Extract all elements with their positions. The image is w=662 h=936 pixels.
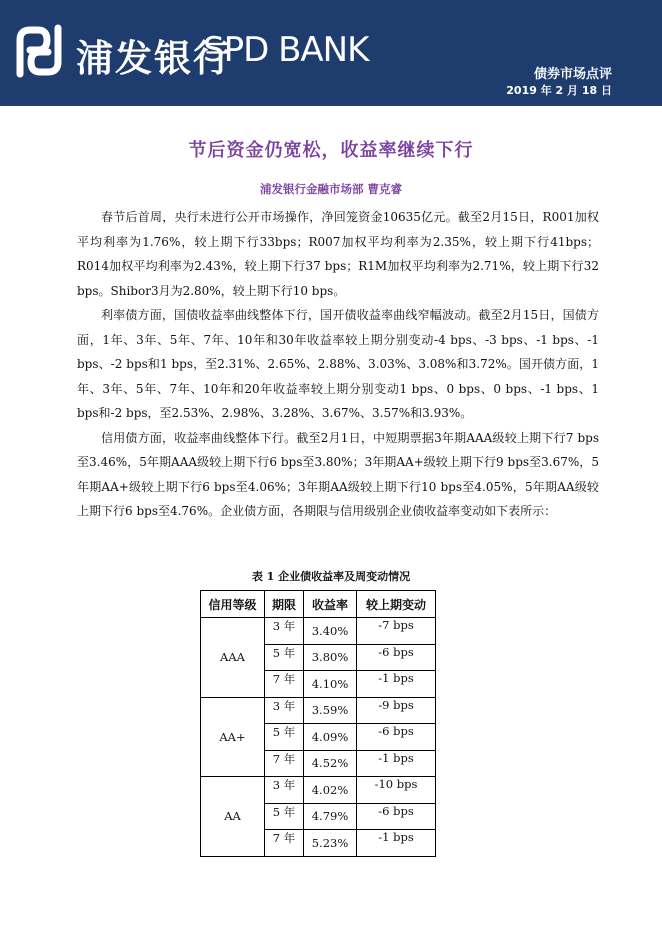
- page-header: [0, 0, 662, 106]
- grade-cell: AAA: [201, 618, 265, 698]
- header-yield: 收益率: [304, 591, 357, 618]
- table-header-row: [201, 591, 436, 618]
- yield-cell: 4.79%: [304, 803, 357, 830]
- term-cell: 5 年: [265, 803, 304, 830]
- header-change: 较上期变动: [357, 591, 436, 618]
- term-cell: 5 年: [265, 644, 304, 671]
- term-cell: 3 年: [265, 618, 304, 645]
- grade-cell: AA+: [201, 697, 265, 777]
- yield-cell: 5.23%: [304, 830, 357, 857]
- article-title: 节后资金仍宽松，收益率继续下行: [188, 140, 474, 161]
- term-cell: 7 年: [265, 830, 304, 857]
- brand-name-en: SPD BANK: [203, 30, 369, 70]
- term-cell: 3 年: [265, 697, 304, 724]
- term-cell: 7 年: [265, 671, 304, 698]
- term-cell: 3 年: [265, 777, 304, 804]
- table-row: [201, 697, 436, 724]
- change-cell: -7 bps: [357, 618, 436, 645]
- yield-cell: 3.80%: [304, 644, 357, 671]
- yield-cell: 4.10%: [304, 671, 357, 698]
- term-cell: 5 年: [265, 724, 304, 751]
- spd-logo-icon: [14, 24, 64, 78]
- term-cell: 7 年: [265, 750, 304, 777]
- paragraph-credit-bonds: 信用债方面，收益率曲线整体下行。截至2月1日，中短期票据3年期AAA级较上期下行7 bps至3.46%，5年期AAA级较上期下行6 bps至3.80%；3年期AA+级较上期下行9 bps至3.67%，5年期AA+级较上期下行6 bps至4.06%；3年期AA级较上期下行10 bps至4.05%，5年期AA级较上期下行6 bps至4.76%。企业债方面，各期限与信用级别企业债收益率变动如下表所示：: [77, 430, 599, 518]
- corporate-bond-yield-table: [200, 590, 436, 857]
- paragraph-money-market: 春节后首周，央行未进行公开市场操作，净回笼资金10635亿元。截至2月15日，R001加权平均利率为1.76%，较上期下行33bps；R007加权平均利率为2.35%，较上期下行41bps；R014加权平均利率为2.43%，较上期下行37 bps；R1M加权平均利率为2.71%，较上期下行32 bps。Shibor3月为2.80%，较上期下行10 bps。: [77, 210, 599, 298]
- header-credit-grade: 信用等级: [201, 591, 265, 618]
- change-cell: -9 bps: [357, 697, 436, 724]
- change-cell: -10 bps: [357, 777, 436, 804]
- change-cell: -1 bps: [357, 671, 436, 698]
- yield-cell: 4.02%: [304, 777, 357, 804]
- grade-cell: AA: [201, 777, 265, 857]
- brand-name-cn: 浦发银行: [76, 37, 232, 80]
- change-cell: -6 bps: [357, 724, 436, 751]
- article-byline: 浦发银行金融市场部 曹克睿: [259, 182, 402, 196]
- change-cell: -1 bps: [357, 830, 436, 857]
- change-cell: -6 bps: [357, 644, 436, 671]
- paragraph-rate-bonds: 利率债方面，国债收益率曲线整体下行，国开债收益率曲线窄幅波动。截至2月15日，国债方面，1年、3年、5年、7年、10年和30年收益率较上期分别变动-4 bps、-3 bps、-1 bps、-1 bps、-2 bps和1 bps，至2.31%、2.65%、2.88%、3.03%、3.08%和3.72%。国开债方面，1年、3年、5年、7年、10年和20年收益率较上期分别变动1 bps、0 bps、0 bps、-1 bps、1 bps和-2 bps，至2.53%、2.98%、3.28%、3.67%、3.57%和3.93%。: [77, 308, 599, 420]
- table-row: [201, 777, 436, 804]
- yield-cell: 4.52%: [304, 750, 357, 777]
- table-caption: 表 1 企业债收益率及周变动情况: [251, 570, 411, 583]
- yield-cell: 3.40%: [304, 618, 357, 645]
- change-cell: -1 bps: [357, 750, 436, 777]
- change-cell: -6 bps: [357, 803, 436, 830]
- yield-cell: 3.59%: [304, 697, 357, 724]
- yield-cell: 4.09%: [304, 724, 357, 751]
- report-type: 债券市场点评: [533, 67, 612, 82]
- table-row: [201, 618, 436, 645]
- article-body: [77, 205, 599, 524]
- header-term: 期限: [265, 591, 304, 618]
- report-date: 2019 年 2 月 18 日: [506, 84, 612, 97]
